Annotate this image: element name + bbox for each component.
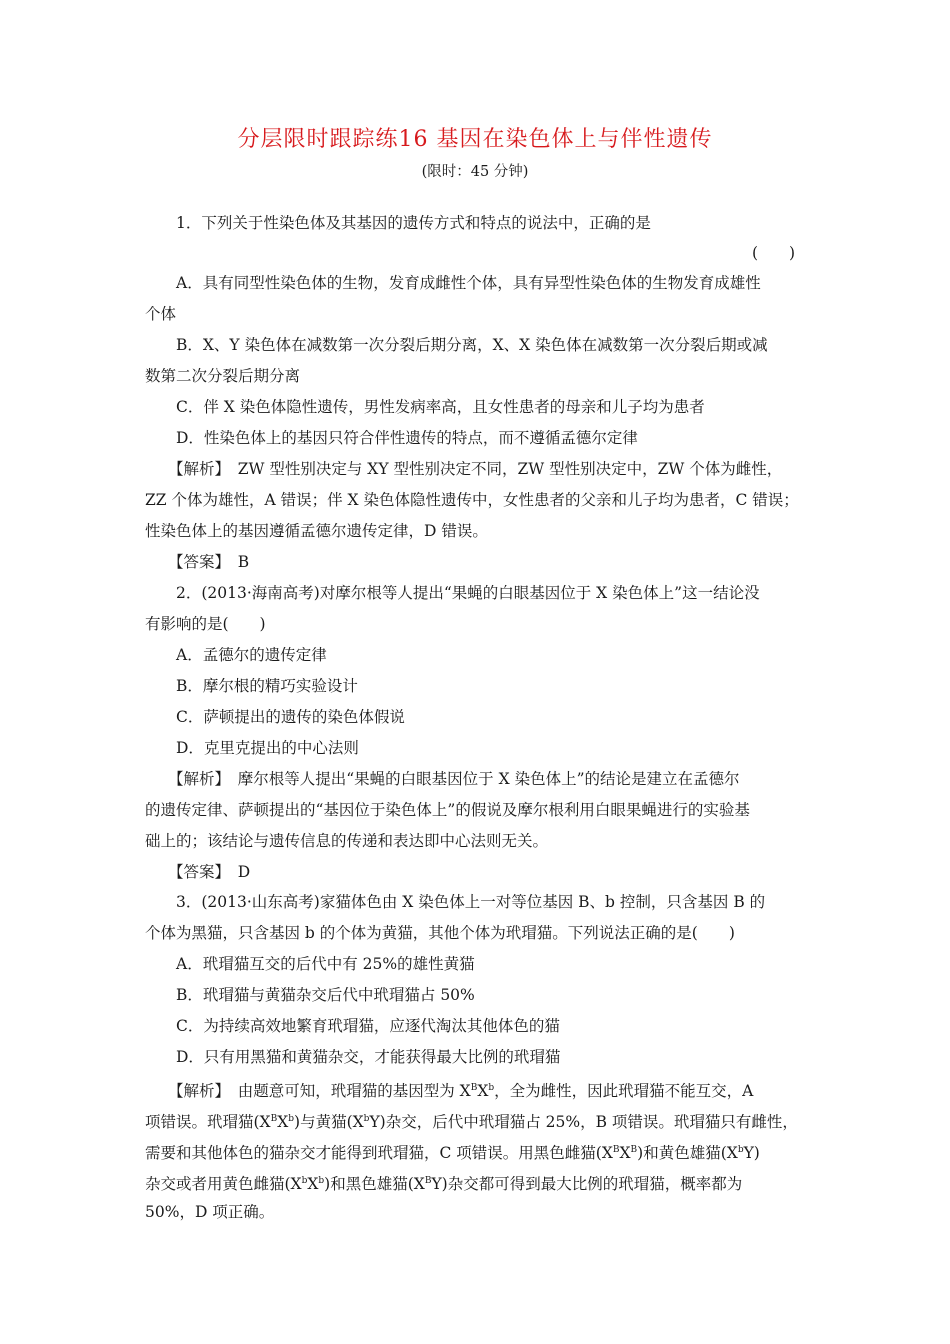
q3-stem-cont: 个体为黑猫，只含基因 b 的个体为黄猫，其他个体为玳瑁猫。下列说法正确的是( )	[145, 924, 735, 942]
q1-answer: 【答案】 B	[168, 553, 250, 571]
q1-stem: 1．下列关于性染色体及其基因的遗传方式和特点的说法中，正确的是	[176, 214, 651, 232]
q1-option-b-cont: 数第二次分裂后期分离	[145, 367, 301, 385]
q1-explanation-cont: ZZ 个体为雄性，A 错误；伴 X 染色体隐性遗传中，女性患者的父亲和儿子均为患者，C 错误；	[145, 491, 799, 509]
q2-stem-cont: 有影响的是( )	[145, 615, 266, 633]
q2-option-c: C．萨顿提出的遗传的染色体假说	[176, 708, 405, 726]
q3-explanation-cont: 50%，D 项正确。	[145, 1203, 275, 1221]
q2-option-b: B．摩尔根的精巧实验设计	[176, 677, 358, 695]
q3-option-d: D．只有用黑猫和黄猫杂交，才能获得最大比例的玳瑁猫	[176, 1048, 561, 1066]
time-limit: (限时：45 分钟)	[421, 164, 529, 180]
q2-explanation-cont: 础上的；该结论与遗传信息的传递和表达即中心法则无关。	[145, 832, 549, 850]
q1-option-a: A．具有同型性染色体的生物，发育成雌性个体，具有异型性染色体的生物发育成雄性	[176, 274, 761, 292]
q3-option-b: B．玳瑁猫与黄猫杂交后代中玳瑁猫占 50%	[176, 986, 475, 1004]
q1-option-b: B．X、Y 染色体在减数第一次分裂后期分离，X、X 染色体在减数第一次分裂后期或减	[176, 336, 768, 354]
q1-explanation-cont: 性染色体上的基因遵循孟德尔遗传定律，D 错误。	[145, 522, 488, 540]
q3-explanation: 【解析】 由题意可知，玳瑁猫的基因型为 $X^BX^b$，全为雌性，因此玳瑁猫不能互交，A	[168, 1082, 754, 1100]
page-title: 分层限时跟踪练16 基因在染色体上与伴性遗传	[237, 127, 713, 152]
q2-explanation: 【解析】 摩尔根等人提出“果蝇的白眼基因位于 X 染色体上”的结论是建立在孟德尔	[168, 770, 740, 788]
q3-option-a: A．玳瑁猫互交的后代中有 25%的雄性黄猫	[176, 955, 475, 973]
q3-stem: 3．(2013·山东高考)家猫体色由 X 染色体上一对等位基因 B、b 控制，只含基因 B 的	[176, 893, 766, 911]
q1-option-d: D．性染色体上的基因只符合伴性遗传的特点，而不遵循孟德尔定律	[176, 429, 638, 447]
q2-option-a: A．孟德尔的遗传定律	[176, 646, 327, 664]
q2-answer: 【答案】 D	[168, 863, 251, 881]
q1-answer-paren: ( )	[752, 244, 796, 262]
q1-option-c: C．伴 X 染色体隐性遗传，男性发病率高，且女性患者的母亲和儿子均为患者	[176, 398, 705, 416]
q3-explanation-cont: 项错误。玳瑁猫$(X^BX^b)$与黄猫$(X^bY)$杂交，后代中玳瑁猫占 25%，B 项错误。玳瑁猫只有雌性，	[145, 1113, 798, 1131]
q2-explanation-cont: 的遗传定律、萨顿提出的“基因位于染色体上”的假说及摩尔根利用白眼果蝇进行的实验基	[145, 801, 750, 819]
q3-explanation-cont: 杂交或者用黄色雌猫$(X^bX^b)$和黑色雄猫$(X^BY)$杂交都可得到最大比例的玳瑁猫，概率都为	[145, 1175, 743, 1193]
q1-option-a-cont: 个体	[145, 305, 177, 323]
q3-explanation-cont: 需要和其他体色的猫杂交才能得到玳瑁猫，C 项错误。用黑色雌猫$(X^BX^B)$和黄色雄猫$(X^bY)$	[145, 1144, 760, 1162]
q2-stem: 2．(2013·海南高考)对摩尔根等人提出“果蝇的白眼基因位于 X 染色体上”这一结论没	[176, 584, 760, 602]
q1-explanation: 【解析】 ZW 型性别决定与 XY 型性别决定不同，ZW 型性别决定中，ZW 个体为雌性，	[168, 460, 783, 478]
q2-option-d: D．克里克提出的中心法则	[176, 739, 359, 757]
q3-option-c: C．为持续高效地繁育玳瑁猫，应逐代淘汰其他体色的猫	[176, 1017, 560, 1035]
